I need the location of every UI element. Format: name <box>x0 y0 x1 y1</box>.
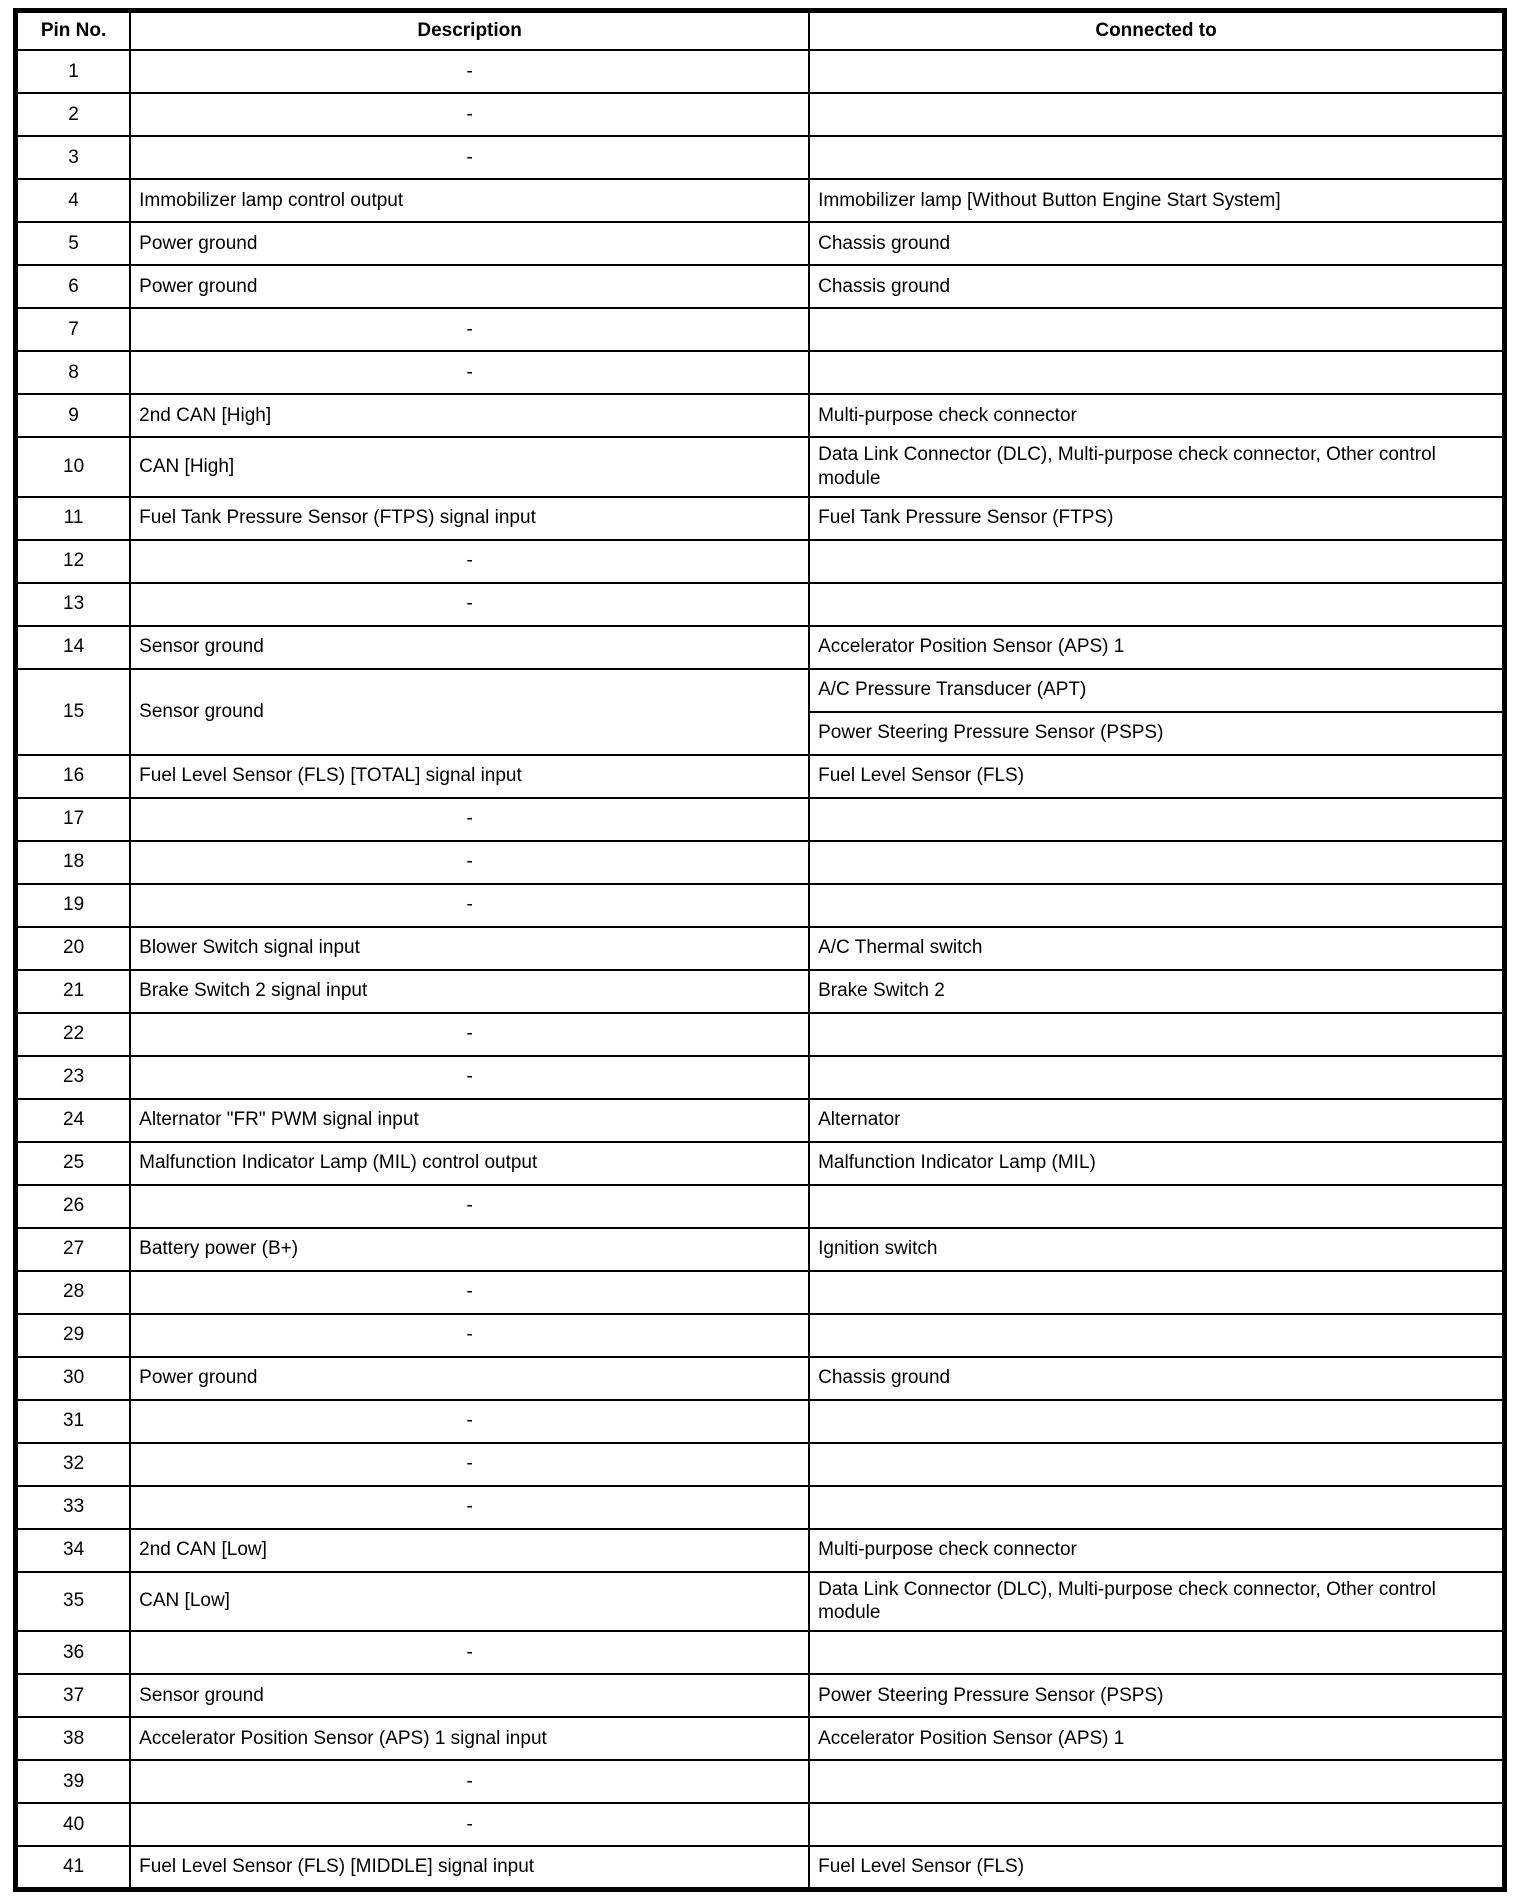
table-row <box>16 798 1505 841</box>
connected-to-cell: Fuel Level Sensor (FLS) <box>809 755 1504 798</box>
table-row <box>16 437 1505 497</box>
description-cell: CAN [Low] <box>130 1572 809 1632</box>
description-cell: - <box>130 1631 809 1674</box>
description-cell: - <box>130 583 809 626</box>
pin-number-cell: 1 <box>16 50 131 93</box>
pin-number-cell: 6 <box>16 265 131 308</box>
table-row <box>16 93 1505 136</box>
connected-to-cell: Malfunction Indicator Lamp (MIL) <box>809 1142 1504 1185</box>
pin-number-cell: 41 <box>16 1846 131 1889</box>
description-cell: Brake Switch 2 signal input <box>130 970 809 1013</box>
connected-to-cell: A/C Thermal switch <box>809 927 1504 970</box>
table-row <box>16 1400 1505 1443</box>
connected-to-cell: Accelerator Position Sensor (APS) 1 <box>809 626 1504 669</box>
pin-number-cell: 24 <box>16 1099 131 1142</box>
pin-number-cell: 31 <box>16 1400 131 1443</box>
connected-to-cell <box>809 884 1504 927</box>
connected-to-cell <box>809 50 1504 93</box>
table-row <box>16 1271 1505 1314</box>
table-row <box>16 1572 1505 1632</box>
table-row <box>16 1185 1505 1228</box>
connected-to-cell <box>809 798 1504 841</box>
description-cell: 2nd CAN [High] <box>130 394 809 437</box>
description-cell: Alternator "FR" PWM signal input <box>130 1099 809 1142</box>
table-row <box>16 1717 1505 1760</box>
description-cell: - <box>130 1486 809 1529</box>
description-cell: - <box>130 1760 809 1803</box>
description-cell: Power ground <box>130 265 809 308</box>
description-cell: - <box>130 798 809 841</box>
description-cell: - <box>130 1056 809 1099</box>
table-row <box>16 1357 1505 1400</box>
pin-number-cell: 37 <box>16 1674 131 1717</box>
pin-number-cell: 34 <box>16 1529 131 1572</box>
connected-to-cell <box>809 1185 1504 1228</box>
table-row <box>16 583 1505 626</box>
connected-to-cell: Data Link Connector (DLC), Multi-purpose check connector, Other control module <box>809 1572 1504 1632</box>
pin-number-cell: 8 <box>16 351 131 394</box>
pin-number-cell: 19 <box>16 884 131 927</box>
table-row <box>16 1486 1505 1529</box>
description-cell: - <box>130 1400 809 1443</box>
connected-to-cell <box>809 841 1504 884</box>
table-row <box>16 1846 1505 1889</box>
pin-number-cell: 14 <box>16 626 131 669</box>
connected-to-cell: Chassis ground <box>809 265 1504 308</box>
connected-to-cell: Immobilizer lamp [Without Button Engine Start System] <box>809 179 1504 222</box>
table-row <box>16 1760 1505 1803</box>
connected-to-cell <box>809 1631 1504 1674</box>
description-cell: Accelerator Position Sensor (APS) 1 signal input <box>130 1717 809 1760</box>
pin-number-cell: 32 <box>16 1443 131 1486</box>
description-cell: Sensor ground <box>130 669 809 755</box>
description-cell: Power ground <box>130 222 809 265</box>
pin-number-cell: 17 <box>16 798 131 841</box>
table-row <box>16 669 1505 712</box>
connected-to-cell <box>809 1400 1504 1443</box>
connected-to-cell: Chassis ground <box>809 222 1504 265</box>
description-cell: - <box>130 1443 809 1486</box>
pin-number-cell: 39 <box>16 1760 131 1803</box>
table-header-row <box>16 11 1505 51</box>
header-description: Description <box>130 11 809 51</box>
table-row <box>16 351 1505 394</box>
pin-number-cell: 36 <box>16 1631 131 1674</box>
description-cell: - <box>130 540 809 583</box>
connected-to-cell <box>809 1314 1504 1357</box>
pin-number-cell: 27 <box>16 1228 131 1271</box>
connected-to-cell: Data Link Connector (DLC), Multi-purpose check connector, Other control module <box>809 437 1504 497</box>
pin-number-cell: 13 <box>16 583 131 626</box>
description-cell: - <box>130 1013 809 1056</box>
table-row <box>16 1529 1505 1572</box>
pin-number-cell: 3 <box>16 136 131 179</box>
pin-number-cell: 33 <box>16 1486 131 1529</box>
table-row <box>16 884 1505 927</box>
connected-to-cell <box>809 136 1504 179</box>
pin-number-cell: 35 <box>16 1572 131 1632</box>
table-row <box>16 308 1505 351</box>
table-row <box>16 841 1505 884</box>
pin-number-cell: 40 <box>16 1803 131 1846</box>
table-row <box>16 1443 1505 1486</box>
pin-assignment-table <box>13 8 1507 1892</box>
connected-to-cell: Accelerator Position Sensor (APS) 1 <box>809 1717 1504 1760</box>
description-cell: - <box>130 841 809 884</box>
connected-to-cell <box>809 1486 1504 1529</box>
pin-number-cell: 29 <box>16 1314 131 1357</box>
description-cell: Fuel Tank Pressure Sensor (FTPS) signal input <box>130 497 809 540</box>
table-row <box>16 1142 1505 1185</box>
description-cell: Sensor ground <box>130 1674 809 1717</box>
header-connected-to: Connected to <box>809 11 1504 51</box>
table-row <box>16 927 1505 970</box>
pin-number-cell: 21 <box>16 970 131 1013</box>
table-row <box>16 1314 1505 1357</box>
pin-number-cell: 38 <box>16 1717 131 1760</box>
connected-to-cell <box>809 351 1504 394</box>
pin-number-cell: 25 <box>16 1142 131 1185</box>
description-cell: Blower Switch signal input <box>130 927 809 970</box>
table-row <box>16 265 1505 308</box>
connected-to-cell: Power Steering Pressure Sensor (PSPS) <box>809 1674 1504 1717</box>
pin-number-cell: 12 <box>16 540 131 583</box>
connected-to-cell: Multi-purpose check connector <box>809 394 1504 437</box>
description-cell: - <box>130 1185 809 1228</box>
table-row <box>16 1631 1505 1674</box>
connected-to-cell <box>809 308 1504 351</box>
connected-to-cell <box>809 540 1504 583</box>
pin-number-cell: 11 <box>16 497 131 540</box>
connected-to-cell: Brake Switch 2 <box>809 970 1504 1013</box>
description-cell: Fuel Level Sensor (FLS) [TOTAL] signal input <box>130 755 809 798</box>
connected-to-cell: Fuel Tank Pressure Sensor (FTPS) <box>809 497 1504 540</box>
table-row <box>16 394 1505 437</box>
description-cell: - <box>130 93 809 136</box>
table-row <box>16 179 1505 222</box>
description-cell: Malfunction Indicator Lamp (MIL) control output <box>130 1142 809 1185</box>
table-row <box>16 540 1505 583</box>
description-cell: Immobilizer lamp control output <box>130 179 809 222</box>
table-row <box>16 497 1505 540</box>
pin-table-body <box>16 50 1505 1889</box>
description-cell: CAN [High] <box>130 437 809 497</box>
table-row <box>16 136 1505 179</box>
header-pin-no: Pin No. <box>16 11 131 51</box>
connected-to-cell: Alternator <box>809 1099 1504 1142</box>
table-row <box>16 222 1505 265</box>
description-cell: Fuel Level Sensor (FLS) [MIDDLE] signal input <box>130 1846 809 1889</box>
table-row <box>16 1056 1505 1099</box>
table-row <box>16 50 1505 93</box>
connected-to-cell: Power Steering Pressure Sensor (PSPS) <box>809 712 1504 755</box>
pin-number-cell: 23 <box>16 1056 131 1099</box>
connected-to-cell <box>809 1013 1504 1056</box>
connected-to-cell: Fuel Level Sensor (FLS) <box>809 1846 1504 1889</box>
connected-to-cell: A/C Pressure Transducer (APT) <box>809 669 1504 712</box>
pin-number-cell: 22 <box>16 1013 131 1056</box>
connected-to-cell <box>809 93 1504 136</box>
connected-to-cell <box>809 583 1504 626</box>
description-cell: Battery power (B+) <box>130 1228 809 1271</box>
table-row <box>16 626 1505 669</box>
table-row <box>16 755 1505 798</box>
pin-number-cell: 2 <box>16 93 131 136</box>
connected-to-cell: Multi-purpose check connector <box>809 1529 1504 1572</box>
description-cell: - <box>130 1314 809 1357</box>
description-cell: - <box>130 1271 809 1314</box>
description-cell: - <box>130 50 809 93</box>
description-cell: - <box>130 1803 809 1846</box>
pin-number-cell: 5 <box>16 222 131 265</box>
description-cell: Sensor ground <box>130 626 809 669</box>
connected-to-cell <box>809 1803 1504 1846</box>
connected-to-cell <box>809 1271 1504 1314</box>
description-cell: Power ground <box>130 1357 809 1400</box>
description-cell: 2nd CAN [Low] <box>130 1529 809 1572</box>
pin-number-cell: 15 <box>16 669 131 755</box>
connected-to-cell <box>809 1443 1504 1486</box>
description-cell: - <box>130 136 809 179</box>
table-row <box>16 1099 1505 1142</box>
pin-number-cell: 10 <box>16 437 131 497</box>
pin-number-cell: 7 <box>16 308 131 351</box>
connected-to-cell: Ignition switch <box>809 1228 1504 1271</box>
pin-number-cell: 20 <box>16 927 131 970</box>
pin-number-cell: 26 <box>16 1185 131 1228</box>
pin-number-cell: 16 <box>16 755 131 798</box>
description-cell: - <box>130 308 809 351</box>
table-row <box>16 970 1505 1013</box>
table-row <box>16 1674 1505 1717</box>
pin-number-cell: 18 <box>16 841 131 884</box>
connected-to-cell <box>809 1760 1504 1803</box>
table-row <box>16 1228 1505 1271</box>
connected-to-cell <box>809 1056 1504 1099</box>
pin-number-cell: 9 <box>16 394 131 437</box>
table-row <box>16 1013 1505 1056</box>
table-row <box>16 1803 1505 1846</box>
connected-to-cell: Chassis ground <box>809 1357 1504 1400</box>
description-cell: - <box>130 884 809 927</box>
pin-number-cell: 28 <box>16 1271 131 1314</box>
description-cell: - <box>130 351 809 394</box>
pin-number-cell: 30 <box>16 1357 131 1400</box>
pin-number-cell: 4 <box>16 179 131 222</box>
